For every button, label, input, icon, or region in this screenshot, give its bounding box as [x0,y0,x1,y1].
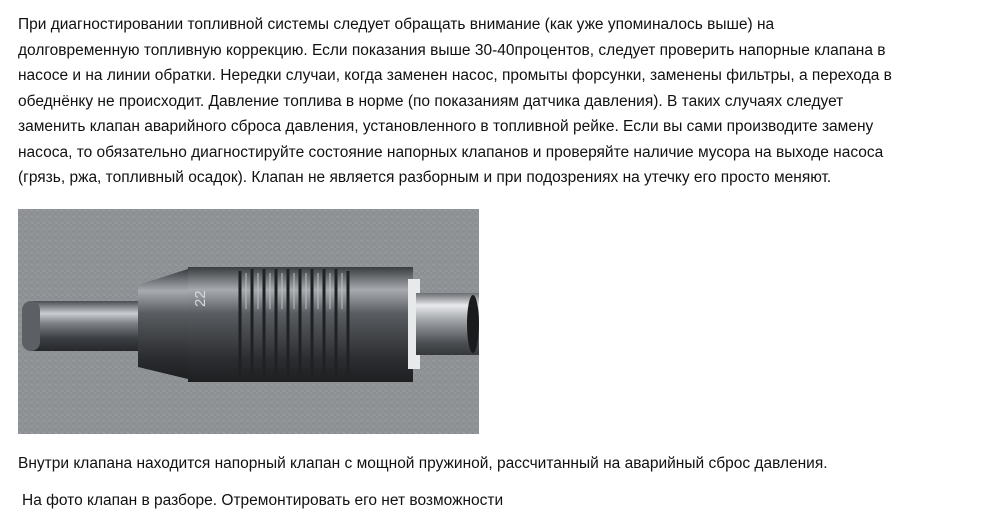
paragraph-line: насосе и на линии обратки. Нередки случаи, когда заменен насос, промыты форсунки, заменены фильтры, а перехода в [18,67,892,84]
paragraph-intro [18,12,892,191]
paragraph-line: (грязь, ржа, топливный осадок). Клапан не является разборным и при подозрениях на утечку его просто меняют. [18,169,832,186]
paragraph-line: При диагностировании топливной системы следует обращать внимание (как уже упоминалось выше) на [18,16,775,33]
left-tube [22,301,152,351]
paragraph-photo-caption: На фото клапан в разборе. Отремонтировать его нет возможности [22,492,504,509]
hex-nut [138,269,193,379]
paragraph-inside-valve: Внутри клапана находится напорный клапан с мощной пружиной, рассчитанный на аварийный сброс давления. [18,455,828,472]
paragraph-line: обеднёнку не происходит. Давление топлива в норме (по показаниям датчика давления). В таких случаях следует [18,92,844,110]
engraving-text: 22 [192,290,209,307]
valve-photo [18,209,479,434]
paragraph-line: долговременную топливную коррекцию. Если показания выше 30-40процентов, следует проверить напорные клапана в [18,41,886,59]
paragraph-line: насоса, то обязательно диагностируйте состояние напорных клапанов и проверяйте наличие мусора на выходе насоса [18,143,884,161]
paragraph-line: заменить клапан аварийного сброса давления, установленного в топливной рейке. Если вы сами производите замену [18,118,874,135]
